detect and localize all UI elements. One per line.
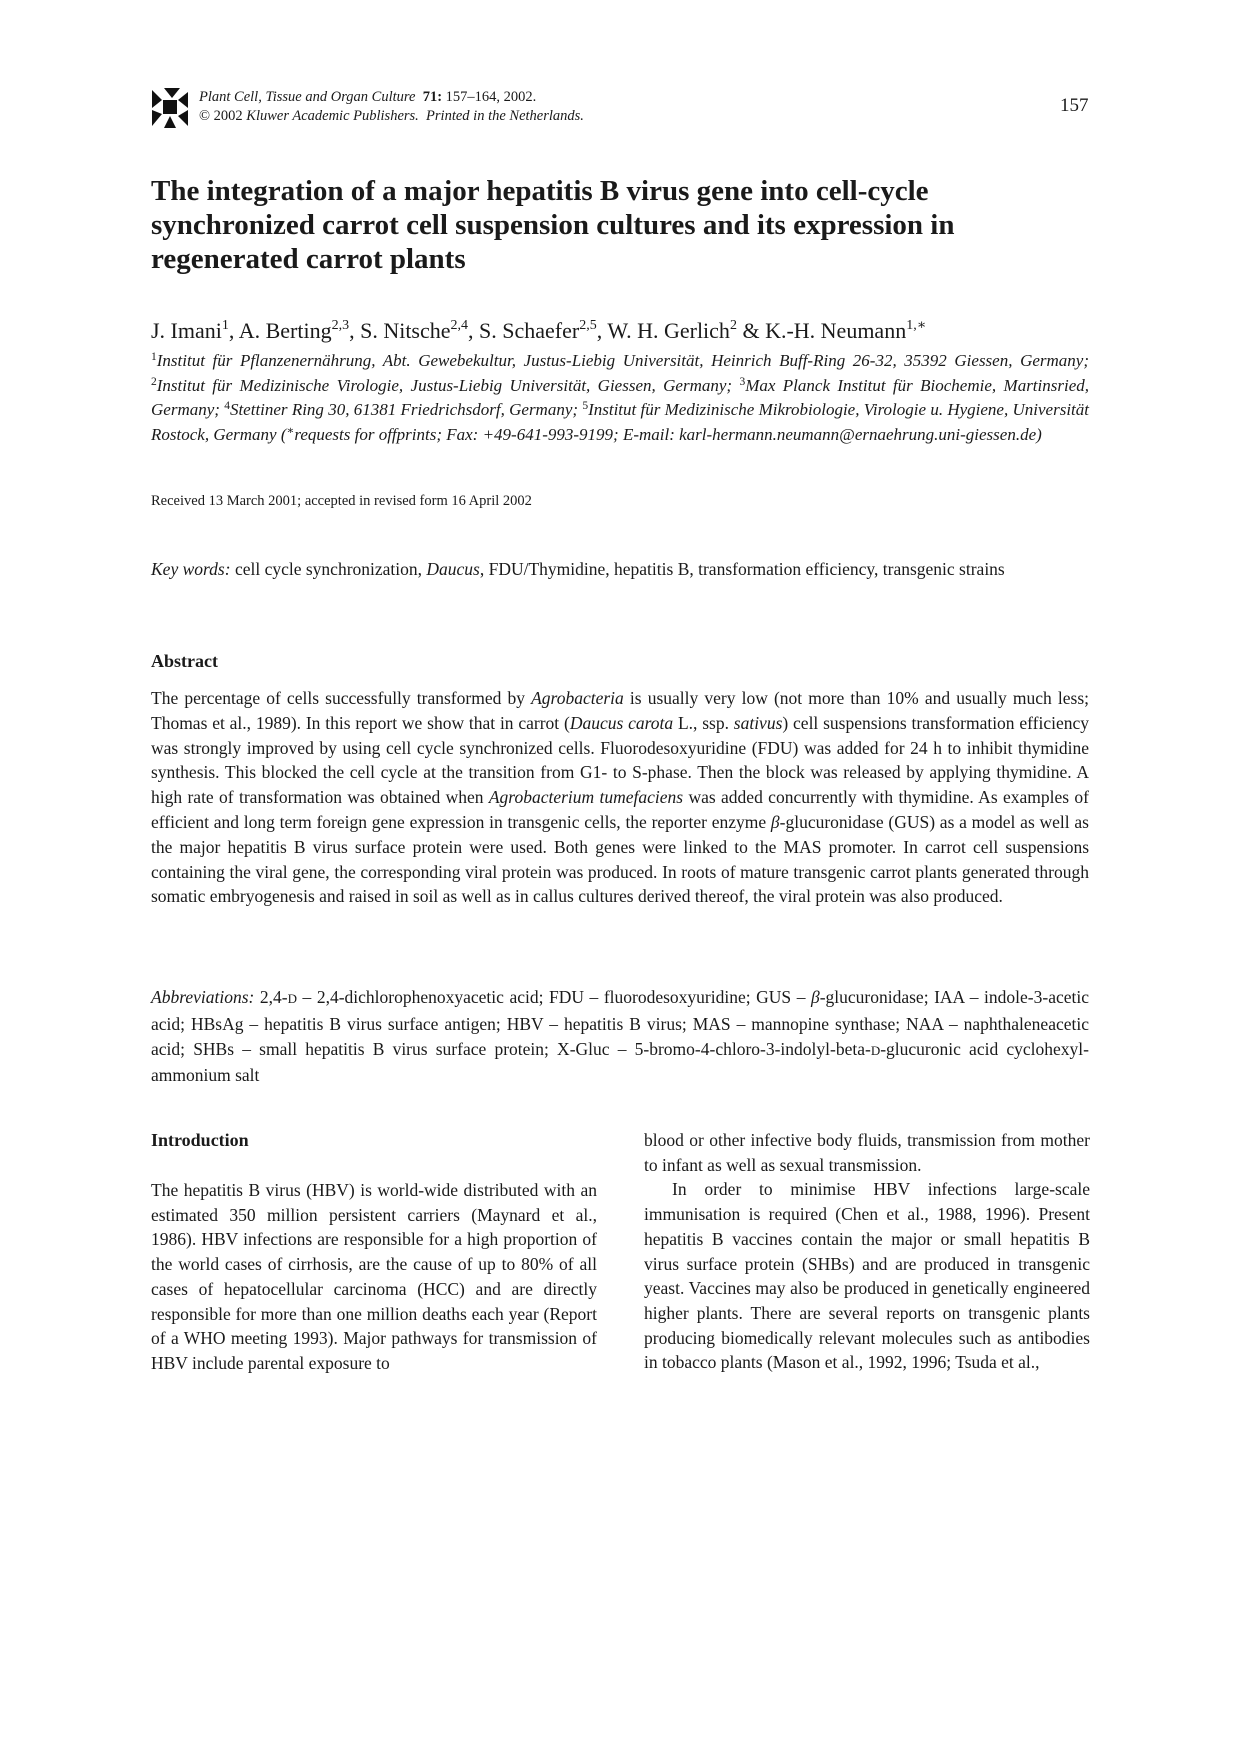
paragraph: In order to minimise HBV infections large-scale immunisation is required (Chen et al., 1988, 1996). Present hepatitis B vaccines contain the major or small hepatitis B virus surface protein (SHBs) and are produced in transgenic yeast. Vaccines may also be produced in genetically engineered higher plants. There are several reports on transgenic plants producing biomedically relevant molecules such as antibodies in tobacco plants (Mason et al., 1992, 1996; Tsuda et al.,: [644, 1179, 1090, 1373]
author: S. Nitsche$^{2,4}$,: [360, 318, 480, 343]
affiliation: $^4$Stettiner Ring 30, 61381 Friedrichsdorf, Germany;: [224, 400, 583, 419]
copyright-line: [199, 107, 584, 126]
affiliations: [151, 349, 1089, 447]
author-list: [151, 318, 926, 344]
article-title: The integration of a major hepatitis B virus gene into cell-cycle synchronized carrot cell suspension cultures and its expression in regenerated carrot plants: [151, 175, 955, 275]
journal-pages-year: 157–164, 2002.: [445, 89, 537, 105]
affiliation: $^3$Max Planck Institut für Biochemie, Martinsried, Germany;: [151, 375, 1090, 419]
abbreviations: Abbreviations: 2,4-D – 2,4-dichlorophenoxyacetic acid; FDU – fluorodesoxyuridine; GUS – β-glucuronidase; IAA – indole-3-acetic acid; HBsAg – hepatitis B virus surface antigen; HBV – hepatitis B virus; MAS – mannopine synthase; NAA – naphthaleneacetic acid; SHBs – small hepatitis B virus surface protein; X-Gluc – 5-bromo-4-chloro-3-indolyl-beta-D-glucuronic acid cyclohexyl-ammonium salt: [151, 987, 1090, 1086]
abstract-heading: Abstract: [151, 651, 218, 671]
publisher-logo-icon: [150, 86, 190, 130]
journal-header: [199, 88, 584, 126]
keywords: Key words: cell cycle synchronization, Daucus, FDU/Thymidine, hepatitis B, transformation efficiency, transgenic strains: [151, 559, 1005, 579]
author: S. Schaefer$^{2,5}$,: [479, 318, 608, 343]
introduction-heading: Introduction: [151, 1130, 249, 1150]
affiliation: $^2$Institut für Medizinische Virologie, Justus-Liebig Universität, Giessen, Germany;: [151, 375, 740, 395]
journal-volume: 71:: [422, 89, 443, 105]
copyright-year: © 2002: [199, 108, 243, 124]
author: W. H. Gerlich$^2$ &: [607, 318, 766, 343]
page-number: 157: [1060, 95, 1089, 116]
abbreviations-label: Abbreviations:: [151, 987, 255, 1007]
affiliation: $^5$Institut für Medizinische Mikrobiologie, Virologie u. Hygiene, Universität Rostock, Germany (: [151, 400, 1089, 444]
author: K.-H. Neumann$^{1,∗}$: [765, 318, 927, 343]
introduction-right-column: [644, 1128, 1090, 1375]
correspondence: ∗requests for offprints; Fax: +49-641-993-9199; E-mail: karl-hermann.neumann@ernaehrung.uni-giessen.de): [286, 424, 1042, 444]
author: J. Imani$^1$,: [151, 318, 239, 343]
publisher-name: Kluwer Academic Publishers.: [246, 108, 419, 124]
abstract-text: The percentage of cells successfully transformed by Agrobacteria is usually very low (not more than 10% and usually much less; Thomas et al., 1989). In this report we show that in carrot (Daucus carota L., ssp. sativus) cell suspensions transformation efficiency was strongly improved by using cell cycle synchronized cells. Fluorodesoxyuridine (FDU) was added for 24 h to inhibit thymidine synthesis. This blocked the cell cycle at the transition from G1- to S-phase. Then the block was released by applying thymidine. A high rate of transformation was obtained when Agrobacterium tumefaciens was added concurrently with thymidine. As examples of efficient and long term foreign gene expression in transgenic cells, the reporter enzyme β-glucuronidase (GUS) as a model as well as the major hepatitis B virus surface protein were used. Both genes were linked to the MAS promoter. In carrot cell suspensions containing the viral gene, the corresponding viral protein was produced. In roots of mature transgenic carrot plants generated through somatic embryogenesis and raised in soil as well as in callus cultures derived thereof, the viral protein was also produced.: [151, 688, 1090, 907]
received-dates: Received 13 March 2001; accepted in revised form 16 April 2002: [151, 493, 532, 509]
printed-note: Printed in the Netherlands.: [426, 108, 584, 124]
keywords-label: Key words:: [151, 559, 231, 579]
paragraph: blood or other infective body fluids, transmission from mother to infant as well as sexual transmission.: [644, 1130, 1090, 1175]
introduction-left-column: The hepatitis B virus (HBV) is world-wide distributed with an estimated 350 million persistent carriers (Maynard et al., 1986). HBV infections are responsible for a high proportion of the world cases of cirrhosis, are the cause of up to 80% of all cases of hepatocellular carcinoma (HCC) and are directly responsible for more than one million deaths each year (Report of a WHO meeting 1993). Major pathways for transmission of HBV include parental exposure to: [151, 1180, 597, 1373]
author: A. Berting$^{2,3}$,: [238, 318, 361, 343]
journal-name: Plant Cell, Tissue and Organ Culture: [199, 89, 416, 105]
affiliation: $^1$Institut für Pflanzenernährung, Abt. Gewebekultur, Justus-Liebig Universität, Heinrich Buff-Ring 26-32, 35392 Giessen, Germany;: [151, 351, 1089, 370]
journal-citation-line: [199, 88, 584, 107]
